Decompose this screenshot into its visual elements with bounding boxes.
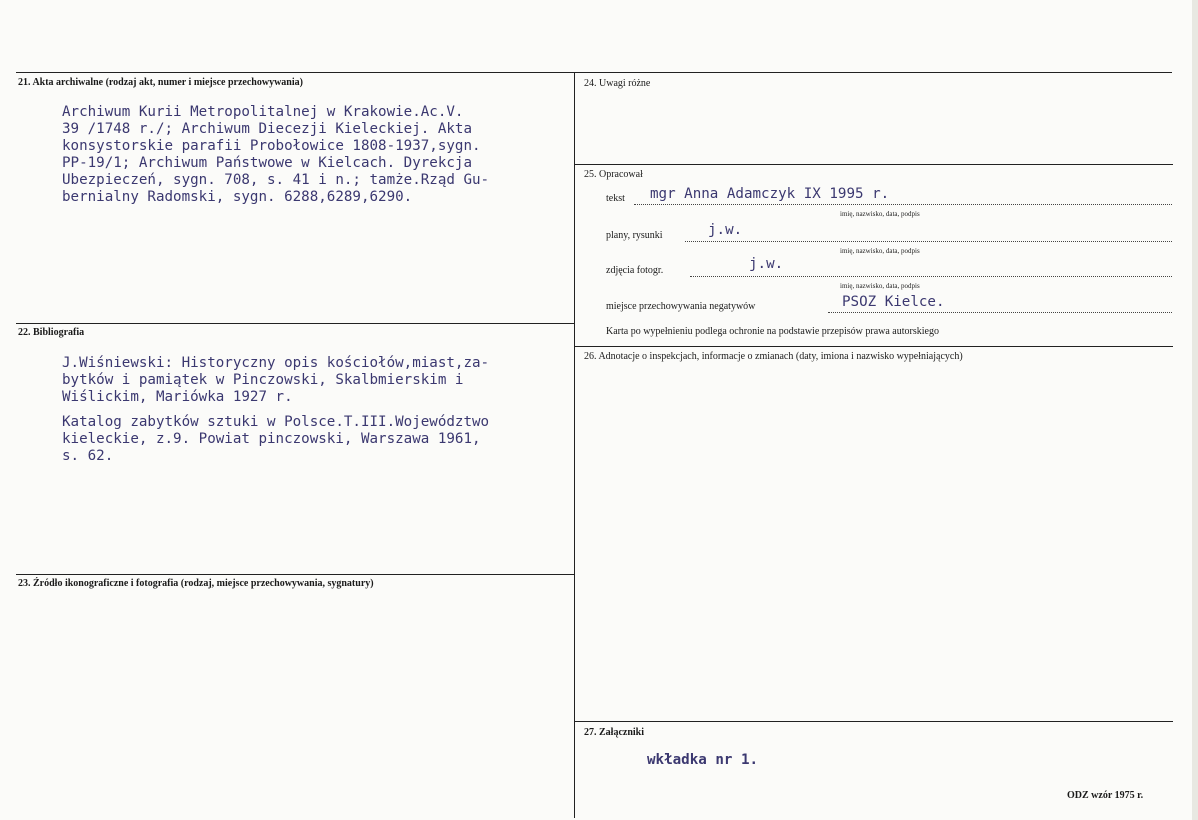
section-27-header: 27. Załączniki [584, 727, 645, 738]
archive-line: bernialny Radomski, sygn. 6288,6289,6290. [62, 189, 413, 205]
plany-dotted-line [685, 241, 1172, 242]
archive-line: Ubezpieczeń, sygn. 708, s. 41 i n.; tamże.Rząd Gu- [62, 172, 490, 188]
rule-24-25 [575, 164, 1173, 165]
bibliography-line: kieleckie, z.9. Powiat pinczowski, Warszawa 1961, [62, 431, 481, 447]
column-divider [574, 72, 575, 818]
tekst-value: mgr Anna Adamczyk IX 1995 r. [650, 186, 890, 202]
page-edge [1192, 0, 1198, 820]
bibliography-line: bytków i pamiątek w Pinczowski, Skalbmierskim i [62, 372, 464, 388]
rule-21-22 [16, 323, 574, 324]
archive-line: 39 /1748 r./; Archiwum Diecezji Kieleckiej. Akta [62, 121, 472, 137]
section-26-header: 26. Adnotacje o inspekcjach, informacje o zmianach (daty, imiona i nazwisko wypełniających) [584, 351, 963, 362]
zdjecia-value: j.w. [749, 256, 784, 272]
archive-line: PP-19/1; Archiwum Państwowe w Kielcach. Dyrekcja [62, 155, 472, 171]
section-24-header: 24. Uwagi różne [584, 78, 651, 89]
tekst-caption: imię, nazwisko, data, podpis [840, 210, 920, 218]
plany-caption: imię, nazwisko, data, podpis [840, 247, 920, 255]
plany-label: plany, rysunki [606, 230, 663, 241]
miejsce-label: miejsce przechowywania negatywów [606, 301, 756, 312]
bibliography-line: Katalog zabytków sztuki w Polsce.T.III.Województwo [62, 414, 490, 430]
attachments-value: wkładka nr 1. [647, 752, 759, 768]
section-23-header: 23. Źródło ikonograficzne i fotografia (rodzaj, miejsce przechowywania, sygnatury) [18, 578, 374, 589]
tekst-label: tekst [606, 193, 625, 204]
top-rule [16, 72, 1172, 73]
zdjecia-dotted-line [690, 276, 1172, 277]
form-version: ODZ wzór 1975 r. [1067, 790, 1144, 801]
plany-value: j.w. [708, 222, 743, 238]
miejsce-dotted-line [828, 312, 1172, 313]
copyright-note: Karta po wypełnieniu podlega ochronie na podstawie przepisów prawa autorskiego [606, 326, 939, 337]
archive-line: konsystorskie parafii Probołowice 1808-1937,sygn. [62, 138, 481, 154]
section-22-header: 22. Bibliografia [18, 327, 85, 338]
bibliography-line: s. 62. [62, 448, 114, 464]
tekst-dotted-line [634, 204, 1172, 205]
rule-26-27 [575, 721, 1173, 722]
miejsce-value: PSOZ Kielce. [842, 294, 945, 310]
rule-22-23 [16, 574, 574, 575]
zdjecia-caption: imię, nazwisko, data, podpis [840, 282, 920, 290]
bibliography-line: J.Wiśniewski: Historyczny opis kościołów,miast,za- [62, 355, 490, 371]
section-25-header: 25. Opracował [584, 169, 643, 180]
zdjecia-label: zdjęcia fotogr. [606, 265, 664, 276]
bibliography-line: Wiślickim, Mariówka 1927 r. [62, 389, 293, 405]
archive-line: Archiwum Kurii Metropolitalnej w Krakowie.Ac.V. [62, 104, 464, 120]
section-21-header: 21. Akta archiwalne (rodzaj akt, numer i miejsce przechowywania) [18, 77, 303, 88]
rule-25-26 [575, 346, 1173, 347]
